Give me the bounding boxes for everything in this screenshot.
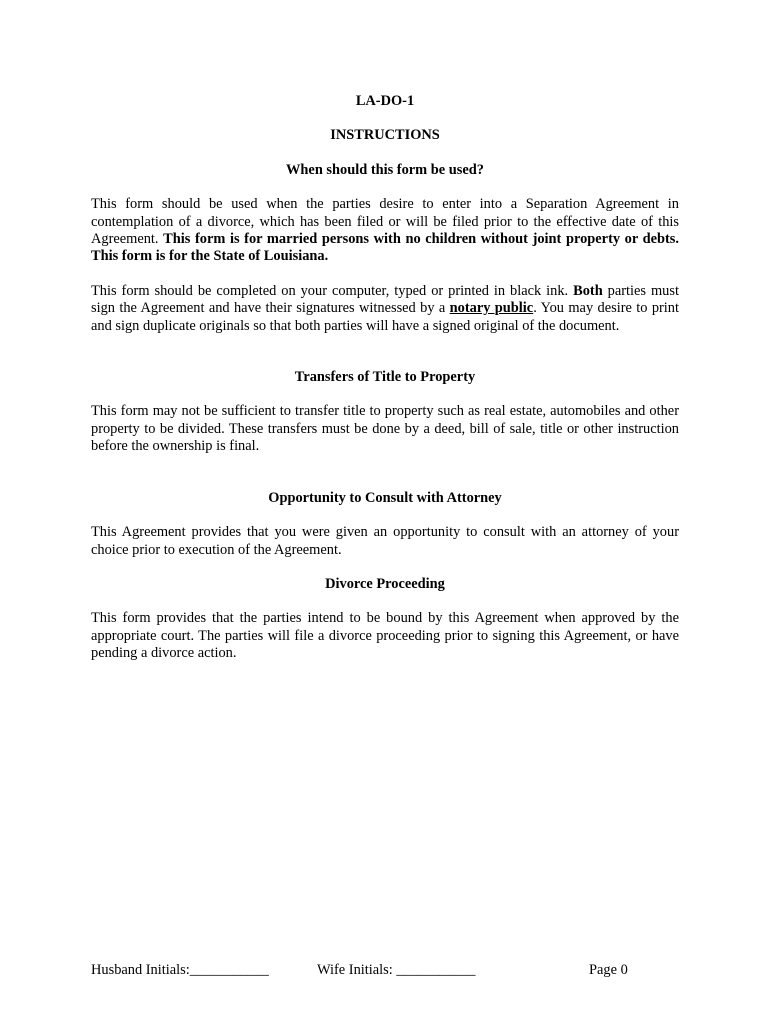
paragraph-when-used-2	[91, 283, 679, 335]
page-number: Page 0	[589, 962, 628, 978]
duplicate-originals-text: . You may desire to print and sign duplicate originals so that both parties will have a signed original of the document.	[91, 300, 679, 334]
sign-text: parties must sign the Agreement and have their signatures witnessed by a	[91, 282, 679, 317]
husband-initials-field: Husband Initials:___________	[91, 962, 269, 978]
heading-transfers: Transfers of Title to Property	[294, 369, 476, 386]
paragraph-when-used-1	[91, 196, 679, 266]
paragraph-divorce: This form provides that the parties intend to be bound by this Agreement when approved by the appropriate court. The parties will file a divorce proceeding prior to signing this Agreement, or have pending a divorce action.	[91, 610, 679, 662]
instructions-title: INSTRUCTIONS	[330, 127, 440, 144]
paragraph-transfers: This form may not be sufficient to transfer title to property such as real estate, automobiles and other property to be divided. These transfers must be done by a deed, bill of sale, title or other instruction before the ownership is final.	[91, 403, 679, 455]
document-page	[91, 93, 679, 663]
both-bold: Both	[573, 282, 603, 299]
completion-text: This form should be completed on your computer, typed or printed in black ink.	[91, 282, 569, 299]
heading-attorney: Opportunity to Consult with Attorney	[268, 489, 502, 506]
wife-initials-field: Wife Initials: ___________	[317, 962, 476, 978]
page-footer	[91, 960, 679, 980]
when-used-bold-text: This form is for married persons with no children without joint property or debts. This form is for the State of Louisiana.	[91, 231, 679, 265]
heading-when-used: When should this form be used?	[286, 161, 484, 178]
form-code: LA-DO-1	[355, 93, 415, 109]
notary-public-text: notary public	[449, 300, 534, 317]
when-used-text: This form should be used when the parties desire to enter into a Separation Agreement in contemplation of a divorce, which has been filed or will be filed prior to the effective date of this Agreement.	[91, 196, 679, 248]
paragraph-attorney: This Agreement provides that you were given an opportunity to consult with an attorney of your choice prior to execution of the Agreement.	[91, 524, 679, 558]
heading-divorce: Divorce Proceeding	[325, 575, 445, 592]
